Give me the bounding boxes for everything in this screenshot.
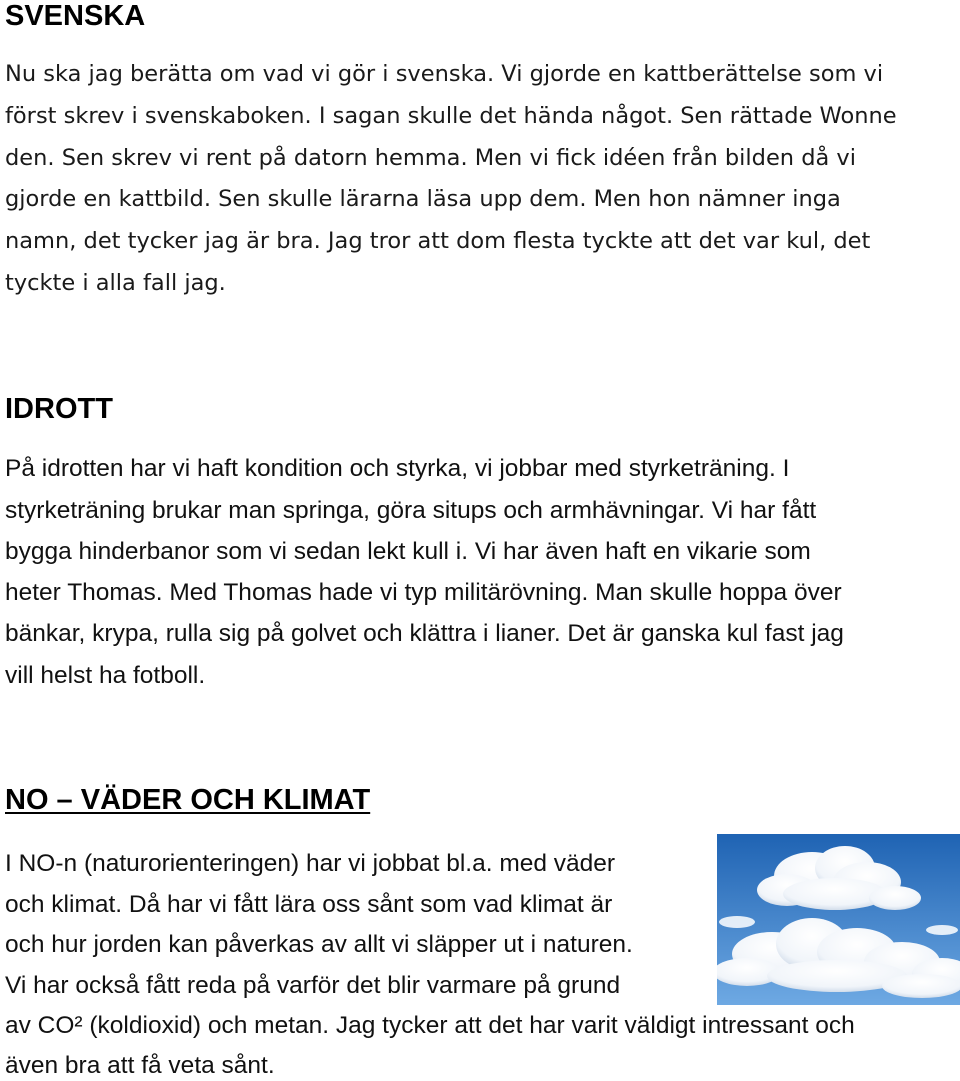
idrott-text-line: heter Thomas. Med Thomas hade vi typ militärövning. Man skulle hoppa över (5, 579, 842, 606)
idrott-text-line: vill helst ha fotboll. (5, 662, 206, 689)
section-title-svenska: SVENSKA (5, 0, 146, 32)
svenska-text-line: tyckte i alla fall jag. (5, 270, 226, 296)
idrott-text-line: styrketräning brukar man springa, göra situps och armhävningar. Vi har fått (5, 497, 817, 524)
idrott-text-line: bygga hinderbanor som vi sedan lekt kull i. Vi har även haft en vikarie som (5, 538, 811, 565)
clouds-illustration (717, 834, 960, 1005)
no-text-line: av CO² (koldioxid) och metan. Jag tycker att det har varit väldigt intressant och (5, 1012, 855, 1039)
svenska-text-line: gjorde en kattbild. Sen skulle lärarna läsa upp dem. Men hon nämner inga (5, 186, 841, 212)
svenska-text-line: den. Sen skrev vi rent på datorn hemma. Men vi fick idéen från bilden då vi (5, 145, 857, 171)
svenska-text-line: Nu ska jag berätta om vad vi gör i svenska. Vi gjorde en kattberättelse som vi (5, 61, 884, 87)
no-text-line: I NO-n (naturorienteringen) har vi jobbat bl.a. med väder (5, 850, 616, 877)
svenska-text-line: först skrev i svenskaboken. I sagan skulle det hända något. Sen rättade Wonne (5, 103, 897, 129)
no-text-line: Vi har också fått reda på varför det blir varmare på grund (5, 972, 621, 999)
no-text-line: och hur jorden kan påverkas av allt vi släpper ut i naturen. (5, 931, 633, 958)
clouds-image (717, 834, 960, 1005)
section-title-no: NO – VÄDER OCH KLIMAT (5, 784, 371, 816)
no-text-line: och klimat. Då har vi fått lära oss sånt som vad klimat är (5, 891, 613, 918)
section-title-idrott: IDROTT (5, 393, 113, 425)
idrott-text-line: På idrotten har vi haft kondition och styrka, vi jobbar med styrketräning. I (5, 455, 790, 482)
no-text-line: även bra att få veta sånt. (5, 1052, 275, 1079)
idrott-text-line: bänkar, krypa, rulla sig på golvet och klättra i lianer. Det är ganska kul fast jag (5, 620, 844, 647)
svenska-text-line: namn, det tycker jag är bra. Jag tror att dom flesta tyckte att det var kul, det (5, 228, 871, 254)
